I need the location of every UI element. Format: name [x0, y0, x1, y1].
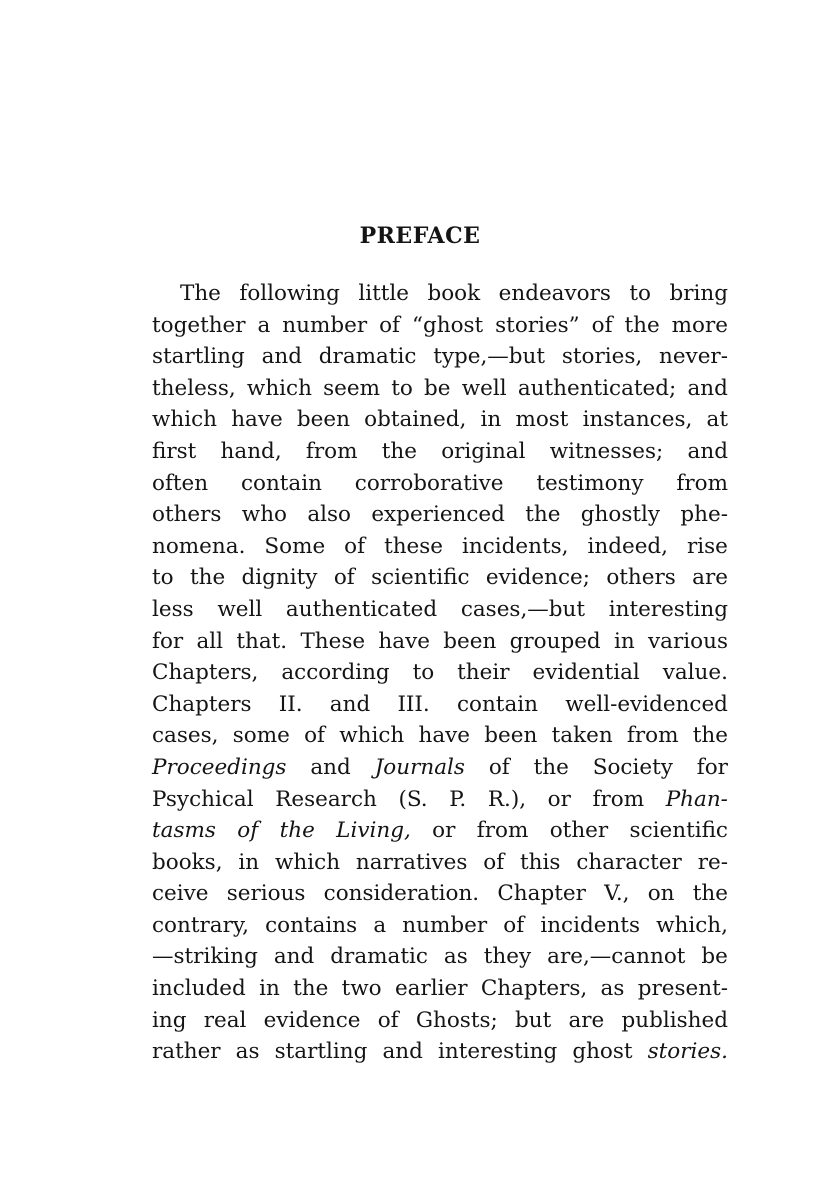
word: bring [669, 281, 728, 306]
text-line [152, 310, 728, 342]
word: are,—cannot [547, 944, 686, 970]
word: in [614, 628, 635, 654]
word: phe- [680, 502, 728, 528]
word: earlier [394, 976, 468, 1002]
word: been [484, 723, 538, 749]
word: Phan- [665, 786, 728, 812]
word: ghost [572, 1039, 633, 1065]
text-line [152, 594, 728, 626]
text-line [152, 373, 728, 405]
word: Chapters [152, 691, 252, 717]
word: II. [278, 691, 303, 717]
word: Chapters, [480, 976, 588, 1002]
word: testimony [536, 470, 644, 496]
word: been [296, 407, 350, 433]
word: their [457, 660, 510, 686]
word: published [621, 1007, 728, 1033]
word: of [591, 312, 613, 338]
word: as [235, 1039, 260, 1065]
word: less [152, 596, 194, 622]
word: present- [637, 976, 728, 1002]
word: evidence [263, 1007, 361, 1033]
text-line [152, 468, 728, 500]
word: contain [240, 470, 322, 496]
word: V., [604, 881, 630, 907]
word: dramatic [318, 344, 417, 370]
word: have [418, 723, 471, 749]
page-title: PREFACE [359, 223, 481, 249]
word: to [391, 375, 413, 401]
preface-paragraph [152, 278, 728, 1068]
word: contrary, [152, 912, 249, 938]
word: are [568, 1007, 605, 1033]
word: of [483, 849, 505, 875]
text-line [152, 1036, 728, 1068]
word: the [533, 754, 569, 780]
word: from [305, 438, 358, 464]
text-line [152, 278, 728, 310]
word: these [384, 533, 444, 559]
word: —striking [152, 944, 258, 970]
word: P. [449, 786, 467, 812]
word: Journals [374, 754, 465, 780]
word: on [647, 881, 675, 907]
word: dramatic [330, 944, 428, 970]
word: narratives [355, 849, 468, 875]
word: to [629, 281, 651, 306]
word: hand, [220, 438, 282, 464]
word: corroborative [354, 470, 504, 496]
word: seem [323, 375, 381, 401]
word: be [424, 375, 451, 401]
word: endeavors [498, 281, 611, 306]
text-line [152, 1005, 728, 1037]
word: included [152, 976, 246, 1002]
word: III. [397, 691, 430, 717]
word: been [443, 628, 497, 654]
word: authenticated [285, 596, 438, 622]
word: interesting [608, 596, 728, 622]
word: (S. [398, 786, 428, 812]
word: are [692, 565, 728, 591]
word: of [377, 1007, 399, 1033]
word: all [196, 628, 224, 654]
word: as [600, 976, 625, 1002]
word: authenticated; [517, 375, 677, 401]
word: which [152, 407, 218, 433]
text-line [152, 531, 728, 563]
word: the [189, 565, 226, 591]
word: various [648, 628, 728, 654]
word: to [152, 565, 174, 591]
word: incidents, [462, 533, 569, 559]
word: Society [592, 754, 673, 780]
word: which [246, 375, 312, 401]
word: often [152, 470, 209, 496]
word: interesting [437, 1039, 558, 1065]
word: startling [274, 1039, 368, 1065]
word: cases, [152, 723, 219, 749]
word: taken [551, 723, 613, 749]
word: little [358, 281, 409, 306]
word: some [232, 723, 290, 749]
word: to [412, 660, 435, 686]
word: tasms [152, 818, 216, 844]
word: never- [658, 344, 728, 370]
word: from [592, 786, 645, 812]
word: of [344, 533, 366, 559]
word: of [488, 754, 510, 780]
word: most [515, 407, 569, 433]
word: or [547, 786, 571, 812]
word: Research [275, 786, 377, 812]
word: also [307, 502, 351, 528]
word: which [275, 849, 341, 875]
word: and [329, 691, 371, 717]
text-line [152, 941, 728, 973]
word: incidents [540, 912, 640, 938]
text-line [152, 910, 728, 942]
word: grouped [509, 628, 601, 654]
word: of [379, 312, 401, 338]
word: at [706, 407, 728, 433]
word: books, [152, 849, 223, 875]
word: well [217, 596, 263, 622]
word: others [152, 502, 222, 528]
word: witnesses; [549, 438, 664, 464]
word: as [443, 944, 468, 970]
word: and [273, 944, 315, 970]
word: cases,—but [460, 596, 586, 622]
word: and [310, 754, 351, 780]
word: who [241, 502, 287, 528]
word: evidence; [485, 565, 590, 591]
text-line [152, 752, 728, 784]
word: that. [236, 628, 288, 654]
word: value. [662, 660, 728, 686]
word: stories. [647, 1039, 728, 1065]
word: and [382, 1039, 423, 1065]
word: the [692, 881, 728, 907]
word: have [231, 407, 283, 433]
word: and [261, 344, 302, 370]
word: and [687, 438, 728, 464]
word: consideration. [323, 881, 480, 907]
word: others [606, 565, 676, 591]
word: stories, [561, 344, 643, 370]
word: startling [152, 344, 245, 370]
word: which, [656, 912, 728, 938]
word: the [381, 438, 417, 464]
word: they [483, 944, 532, 970]
word: in [238, 849, 260, 875]
word: be [701, 944, 728, 970]
word: the [692, 723, 728, 749]
word: from [476, 818, 529, 844]
word: rather [152, 1039, 221, 1065]
text-line [152, 626, 728, 658]
word: but [514, 1007, 552, 1033]
word: the [624, 312, 660, 338]
word: the [279, 818, 315, 844]
word: in [480, 407, 502, 433]
word: Living, [336, 818, 411, 844]
word: the [525, 502, 561, 528]
word: other [549, 818, 609, 844]
word: or [432, 818, 456, 844]
word: of [304, 723, 325, 749]
text-line [152, 657, 728, 689]
word: Some [264, 533, 326, 559]
word: a [373, 912, 387, 938]
word: theless, [152, 375, 236, 401]
text-line [152, 436, 728, 468]
word: type,—but [433, 344, 546, 370]
text-line [152, 404, 728, 436]
text-line [152, 847, 728, 879]
text-line [152, 784, 728, 816]
text-line [152, 562, 728, 594]
word: two [341, 976, 382, 1002]
word: a [257, 312, 271, 338]
word: ing [152, 1007, 187, 1033]
word: number [282, 312, 368, 338]
text-line [152, 341, 728, 373]
word: following [239, 281, 340, 306]
word: have [378, 628, 430, 654]
word: dignity [241, 565, 318, 591]
word: this [520, 849, 561, 875]
word: book [427, 281, 481, 306]
text-line [152, 815, 728, 847]
text-line [152, 878, 728, 910]
word: of [333, 565, 355, 591]
word: R.), [487, 786, 527, 812]
word: experienced [371, 502, 505, 528]
word: together [152, 312, 246, 338]
word: nomena. [152, 533, 246, 559]
text-line [152, 689, 728, 721]
word: more [671, 312, 728, 338]
word: obtained, [364, 407, 467, 433]
word: ghostly [580, 502, 661, 528]
word: and [687, 375, 728, 401]
text-line [152, 720, 728, 752]
word: of [503, 912, 525, 938]
word: according [281, 660, 390, 686]
word: rise [687, 533, 728, 559]
word: from [626, 723, 679, 749]
word: first [152, 438, 197, 464]
word: Proceedings [152, 754, 287, 780]
word: Chapter [497, 881, 586, 907]
word: scientific [371, 565, 470, 591]
word: The [180, 281, 221, 306]
word: Psychical [152, 786, 254, 812]
word: for [152, 628, 184, 654]
word: contains [265, 912, 358, 938]
word: evidential [532, 660, 640, 686]
word: in [259, 976, 280, 1002]
word: original [441, 438, 526, 464]
word: stories” [495, 312, 580, 338]
word: contain [456, 691, 538, 717]
word: real [203, 1007, 247, 1033]
word: “ghost [411, 312, 484, 338]
word: well-evidenced [565, 691, 728, 717]
word: re- [697, 849, 728, 875]
word: character [576, 849, 682, 875]
word: serious [226, 881, 306, 907]
word: Chapters, [152, 660, 259, 686]
word: scientific [629, 818, 728, 844]
word: the [293, 976, 329, 1002]
text-line [152, 499, 728, 531]
word: from [676, 470, 728, 496]
text-line [152, 973, 728, 1005]
word: which [339, 723, 405, 749]
word: instances, [582, 407, 693, 433]
word: indeed, [587, 533, 669, 559]
word: of [237, 818, 259, 844]
word: well [461, 375, 507, 401]
word: number [402, 912, 488, 938]
word: ceive [152, 881, 209, 907]
word: Ghosts; [415, 1007, 498, 1033]
word: for [696, 754, 728, 780]
word: These [300, 628, 366, 654]
